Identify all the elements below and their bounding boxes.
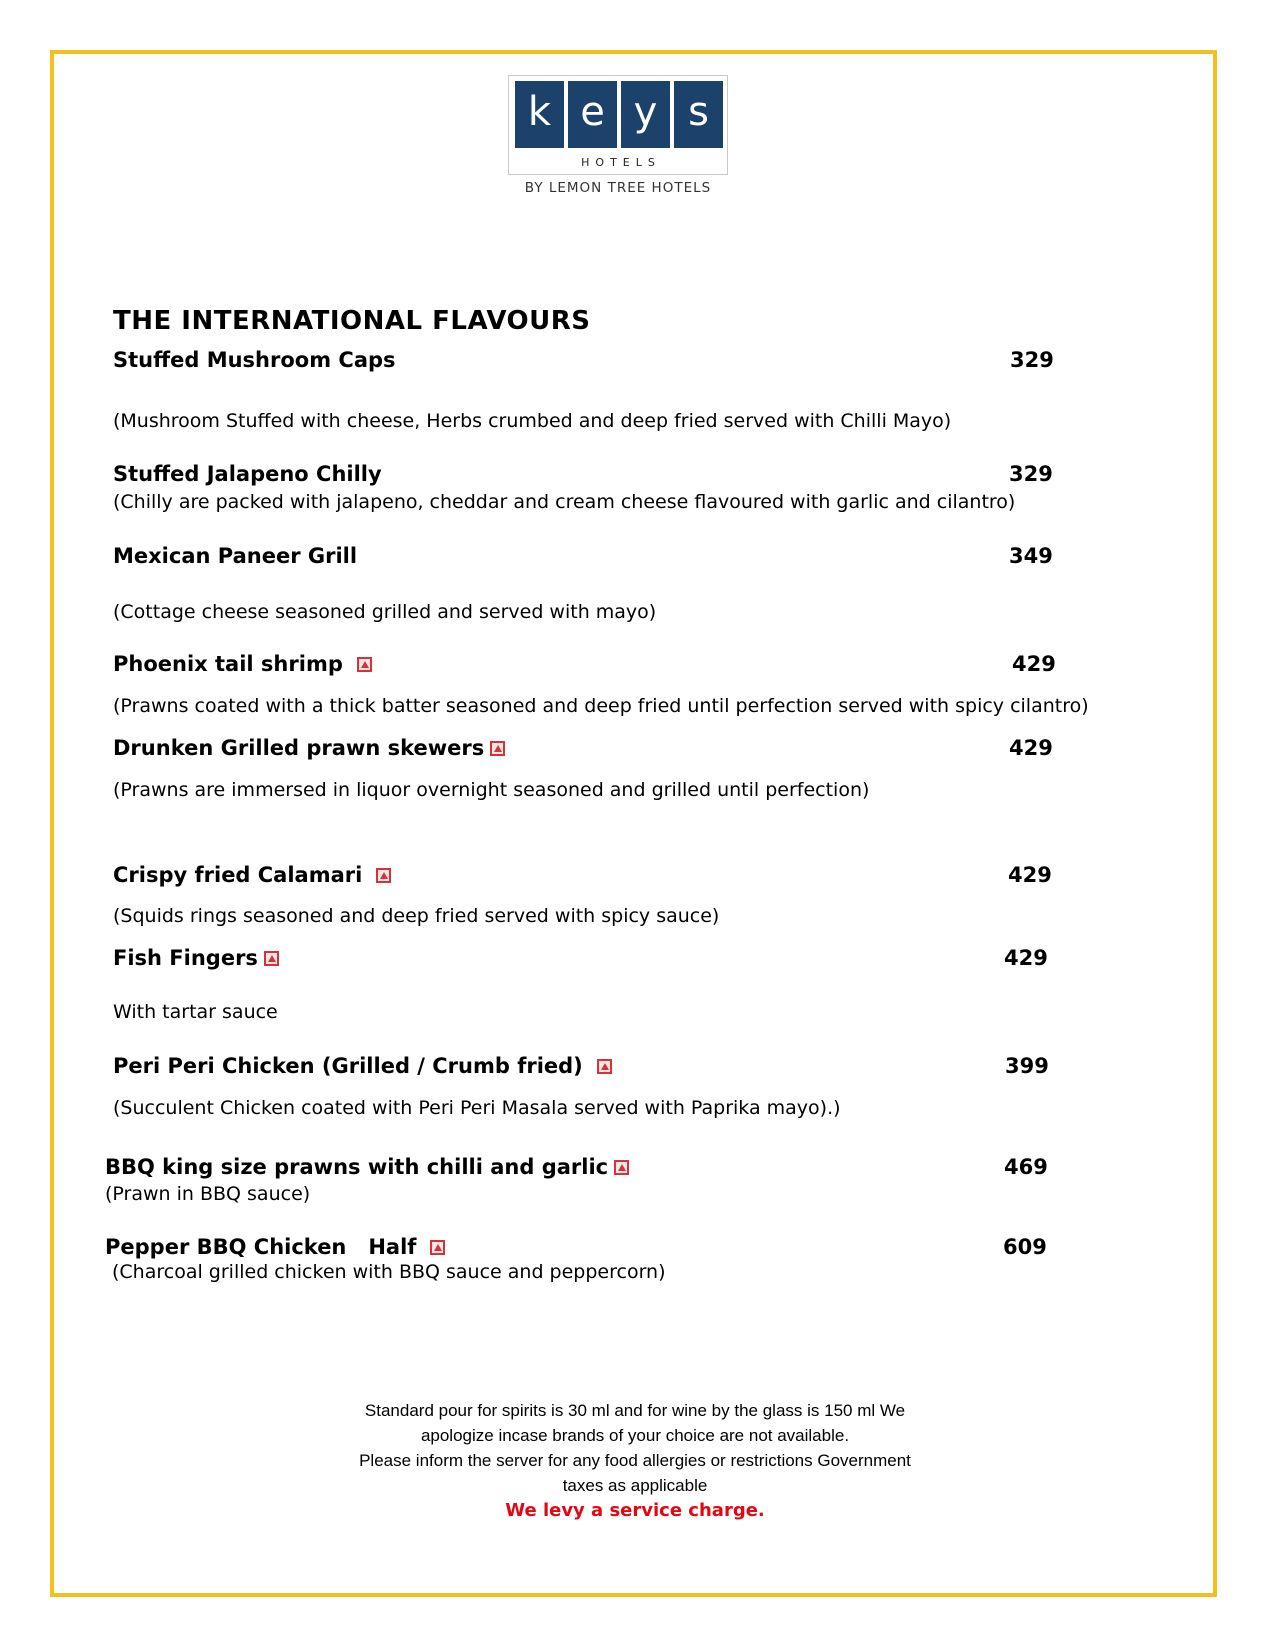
logo-letter-s: s — [674, 81, 723, 148]
menu-item-price: 469 — [1004, 1155, 1048, 1179]
menu-item-name — [113, 863, 391, 887]
non-veg-icon — [430, 1240, 445, 1255]
item-name-text: BBQ king size prawns with chilli and garlic — [105, 1155, 609, 1179]
logo-letter-k: k — [515, 81, 564, 148]
menu-item-price: 329 — [1010, 348, 1054, 372]
keys-hotels-logo — [508, 75, 728, 175]
menu-item-name — [113, 946, 279, 970]
menu-item-price: 399 — [1005, 1054, 1049, 1078]
footer-notes — [330, 1398, 940, 1523]
logo-hotels-text: HOTELS — [581, 156, 661, 169]
item-name-text: Drunken Grilled prawn skewers — [113, 736, 485, 760]
menu-item-name — [113, 348, 396, 372]
menu-item-price: 429 — [1009, 736, 1053, 760]
non-veg-icon — [597, 1059, 612, 1074]
logo-letter-e: e — [568, 81, 617, 148]
menu-item-description: (Prawns are immersed in liquor overnight seasoned and grilled until perfection) — [113, 779, 870, 801]
item-name-text: Stuffed Mushroom Caps — [113, 348, 396, 372]
menu-item-price: 429 — [1008, 863, 1052, 887]
logo-letter-y: y — [621, 81, 670, 148]
non-veg-icon — [490, 741, 505, 756]
menu-item-description: With tartar sauce — [113, 1001, 278, 1023]
menu-item-description: (Prawns coated with a thick batter seasoned and deep fried until perfection served with spicy cilantro) — [113, 695, 1089, 717]
item-name-text: Peri Peri Chicken (Grilled / Crumb fried) — [113, 1054, 583, 1078]
item-name-text: Pepper BBQ Chicken Half — [105, 1235, 417, 1259]
menu-item-name — [113, 736, 505, 760]
page-border — [50, 50, 1217, 1597]
footer-line: Standard pour for spirits is 30 ml and for wine by the glass is 150 ml We — [364, 1401, 906, 1420]
item-name-text: Mexican Paneer Grill — [113, 544, 358, 568]
non-veg-icon — [357, 657, 372, 672]
menu-item-name — [113, 652, 372, 676]
item-name-text: Phoenix tail shrimp — [113, 652, 343, 676]
menu-item-description: (Squids rings seasoned and deep fried served with spicy sauce) — [113, 905, 720, 927]
item-name-text: Crispy fried Calamari — [113, 863, 363, 887]
logo-letter-boxes — [515, 81, 723, 148]
menu-item-name — [105, 1235, 445, 1259]
menu-item-price: 609 — [1003, 1235, 1047, 1259]
menu-item-price: 429 — [1004, 946, 1048, 970]
footer-line: taxes as applicable — [562, 1476, 708, 1495]
footer-line: apologize incase brands of your choice are not available. — [420, 1426, 850, 1445]
non-veg-icon — [264, 951, 279, 966]
menu-item-price: 349 — [1009, 544, 1053, 568]
menu-item-name — [105, 1155, 629, 1179]
menu-item-description: (Cottage cheese seasoned grilled and served with mayo) — [113, 601, 657, 623]
item-name-text: Stuffed Jalapeno Chilly — [113, 462, 382, 486]
menu-item-description: (Prawn in BBQ sauce) — [105, 1183, 311, 1205]
non-veg-icon — [614, 1160, 629, 1175]
menu-item-description: (Mushroom Stuffed with cheese, Herbs crumbed and deep fried served with Chilli Mayo) — [113, 410, 952, 432]
logo-subtitle: BY LEMON TREE HOTELS — [524, 180, 712, 196]
non-veg-icon — [376, 868, 391, 883]
menu-item-name — [113, 544, 357, 568]
item-name-text: Fish Fingers — [113, 946, 258, 970]
service-charge-notice: We levy a service charge. — [505, 1500, 765, 1521]
section-title: THE INTERNATIONAL FLAVOURS — [113, 306, 591, 336]
footer-line: Please inform the server for any food allergies or restrictions Government — [359, 1451, 911, 1470]
menu-item-name — [113, 1054, 612, 1078]
menu-item-price: 329 — [1009, 462, 1053, 486]
menu-item-description: (Charcoal grilled chicken with BBQ sauce and peppercorn) — [112, 1261, 666, 1283]
menu-item-price: 429 — [1012, 652, 1056, 676]
menu-item-description: (Succulent Chicken coated with Peri Peri Masala served with Paprika mayo).) — [113, 1097, 841, 1119]
menu-item-name — [113, 462, 382, 486]
menu-item-description: (Chilly are packed with jalapeno, cheddar and cream cheese flavoured with garlic and cilantro) — [113, 491, 1016, 513]
